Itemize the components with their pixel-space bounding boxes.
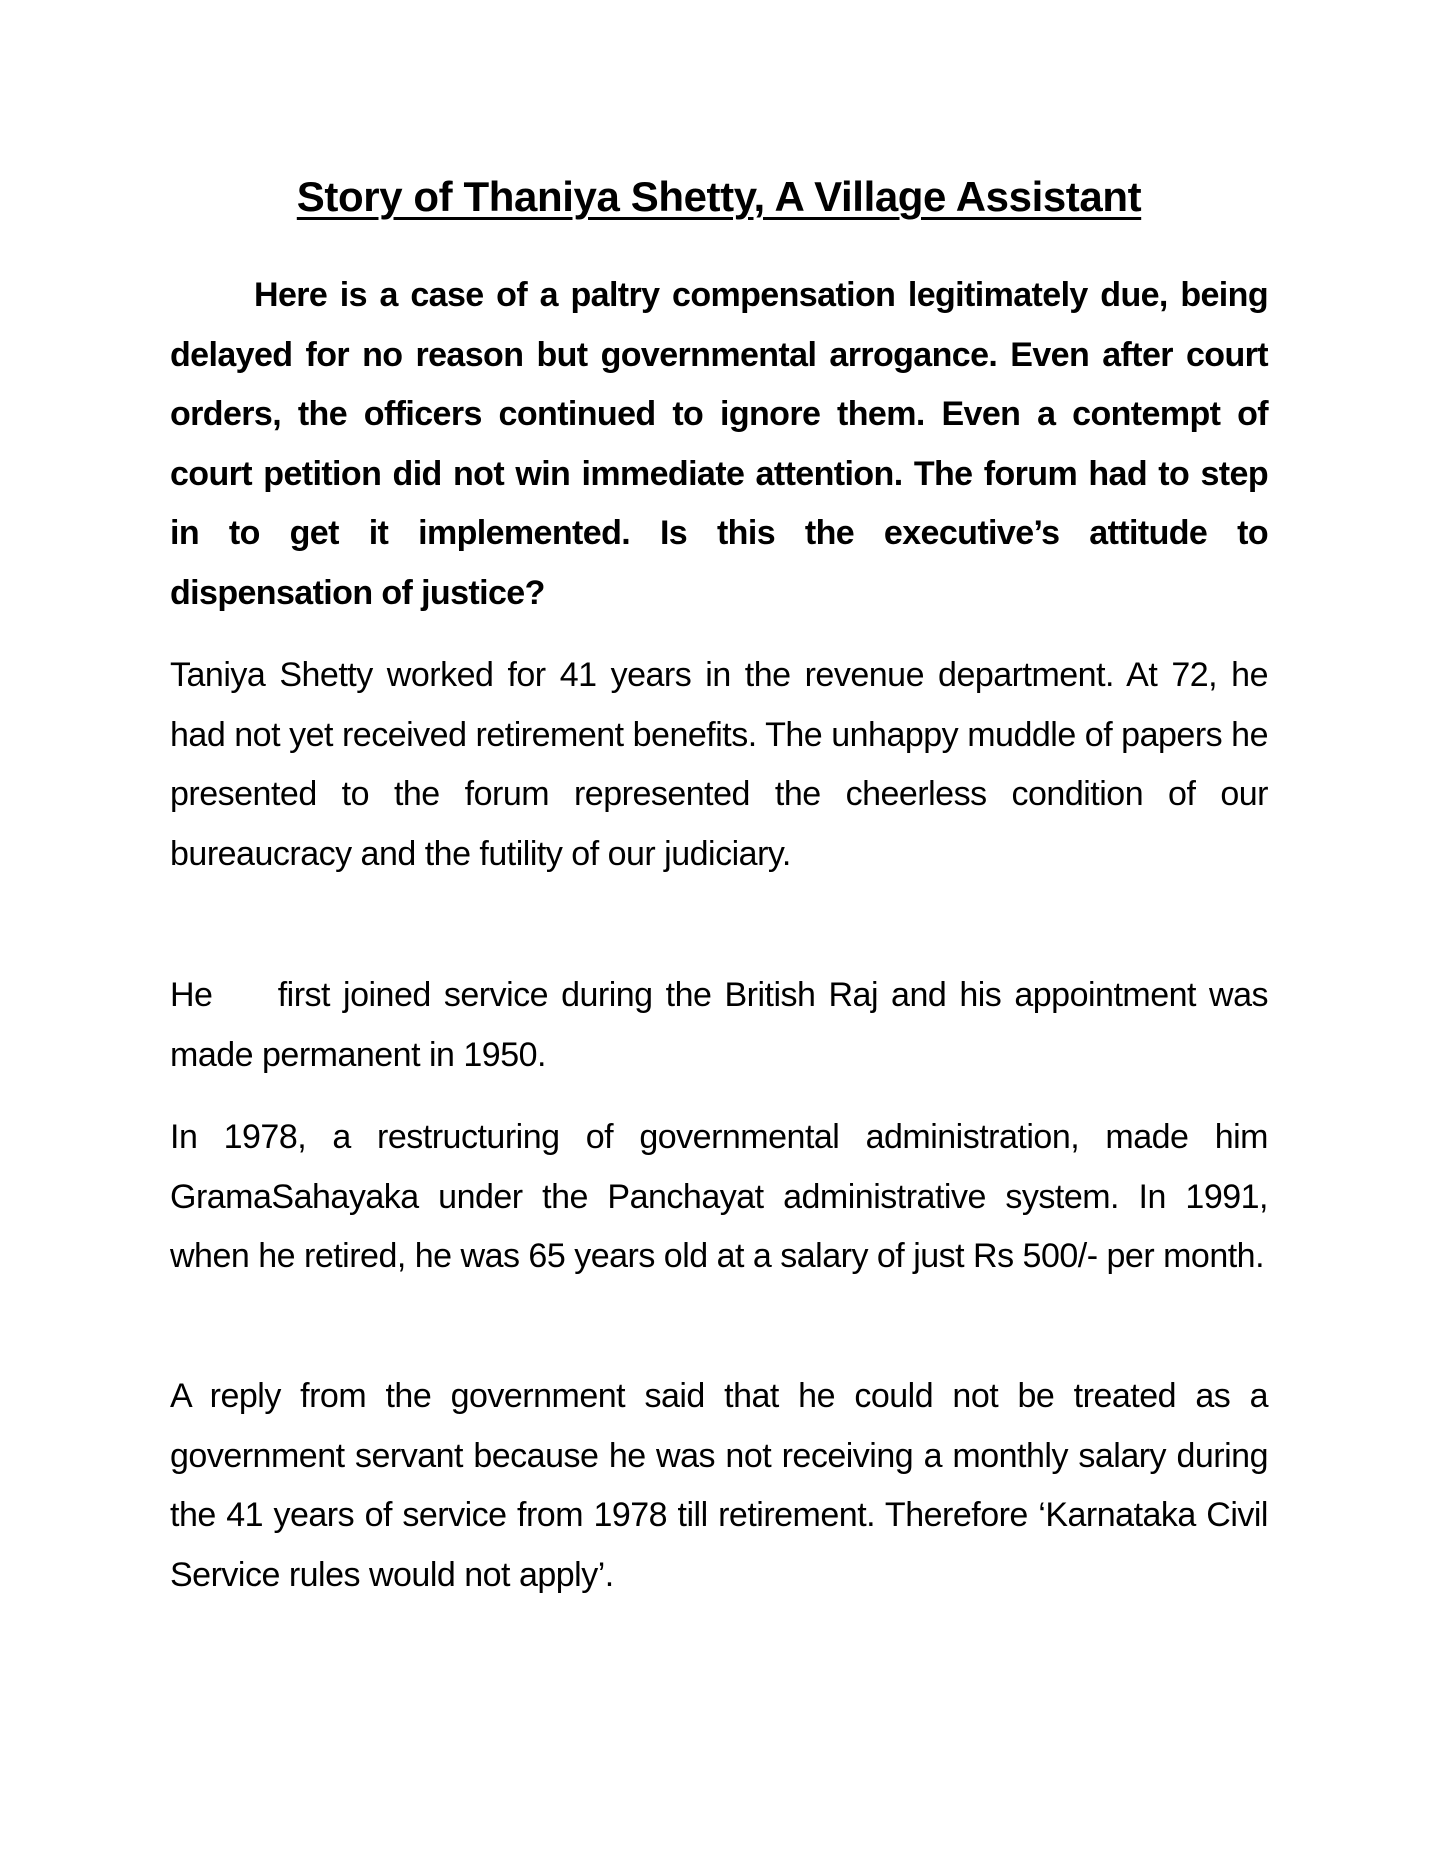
- body-paragraph-service: Taniya Shetty worked for 41 years in the revenue department. At 72, he had not yet received retirement benefits. The unhappy muddle of papers he presented to the forum represented the cheerless condition of our bureaucracy and the futility of our judiciary.: [170, 656, 1268, 873]
- body-paragraph-joining: He first joined service during the British Raj and his appointment was made permanent in 1950.: [170, 976, 1277, 1074]
- body-paragraph-government-reply: A reply from the government said that he could not be treated as a government servant because he was not receiving a monthly salary during the 41 years of service from 1978 till retirement. Therefore ‘Karnataka Civil Service rules would not apply’.: [170, 1377, 1268, 1594]
- document-title: [170, 172, 1268, 222]
- body-paragraph-restructuring: In 1978, a restructuring of governmental administration, made him GramaSahayaka under the Panchayat administrative system. In 1991, when he retired, he was 65 years old at a salary of just Rs 500/- per month.: [170, 1118, 1268, 1275]
- intro-paragraph: Here is a case of a paltry compensation legitimately due, being delayed for no reason but governmental arrogance. Even after court orders, the officers continued to ignore them. Even a contempt of court petition did not win immediate attention. The forum had to step in to get it implemented. Is this the executive’s attitude to dispensation of justice?: [170, 276, 1268, 612]
- document-title-text: Story of Thaniya Shetty, A Village Assistant: [296, 173, 1142, 220]
